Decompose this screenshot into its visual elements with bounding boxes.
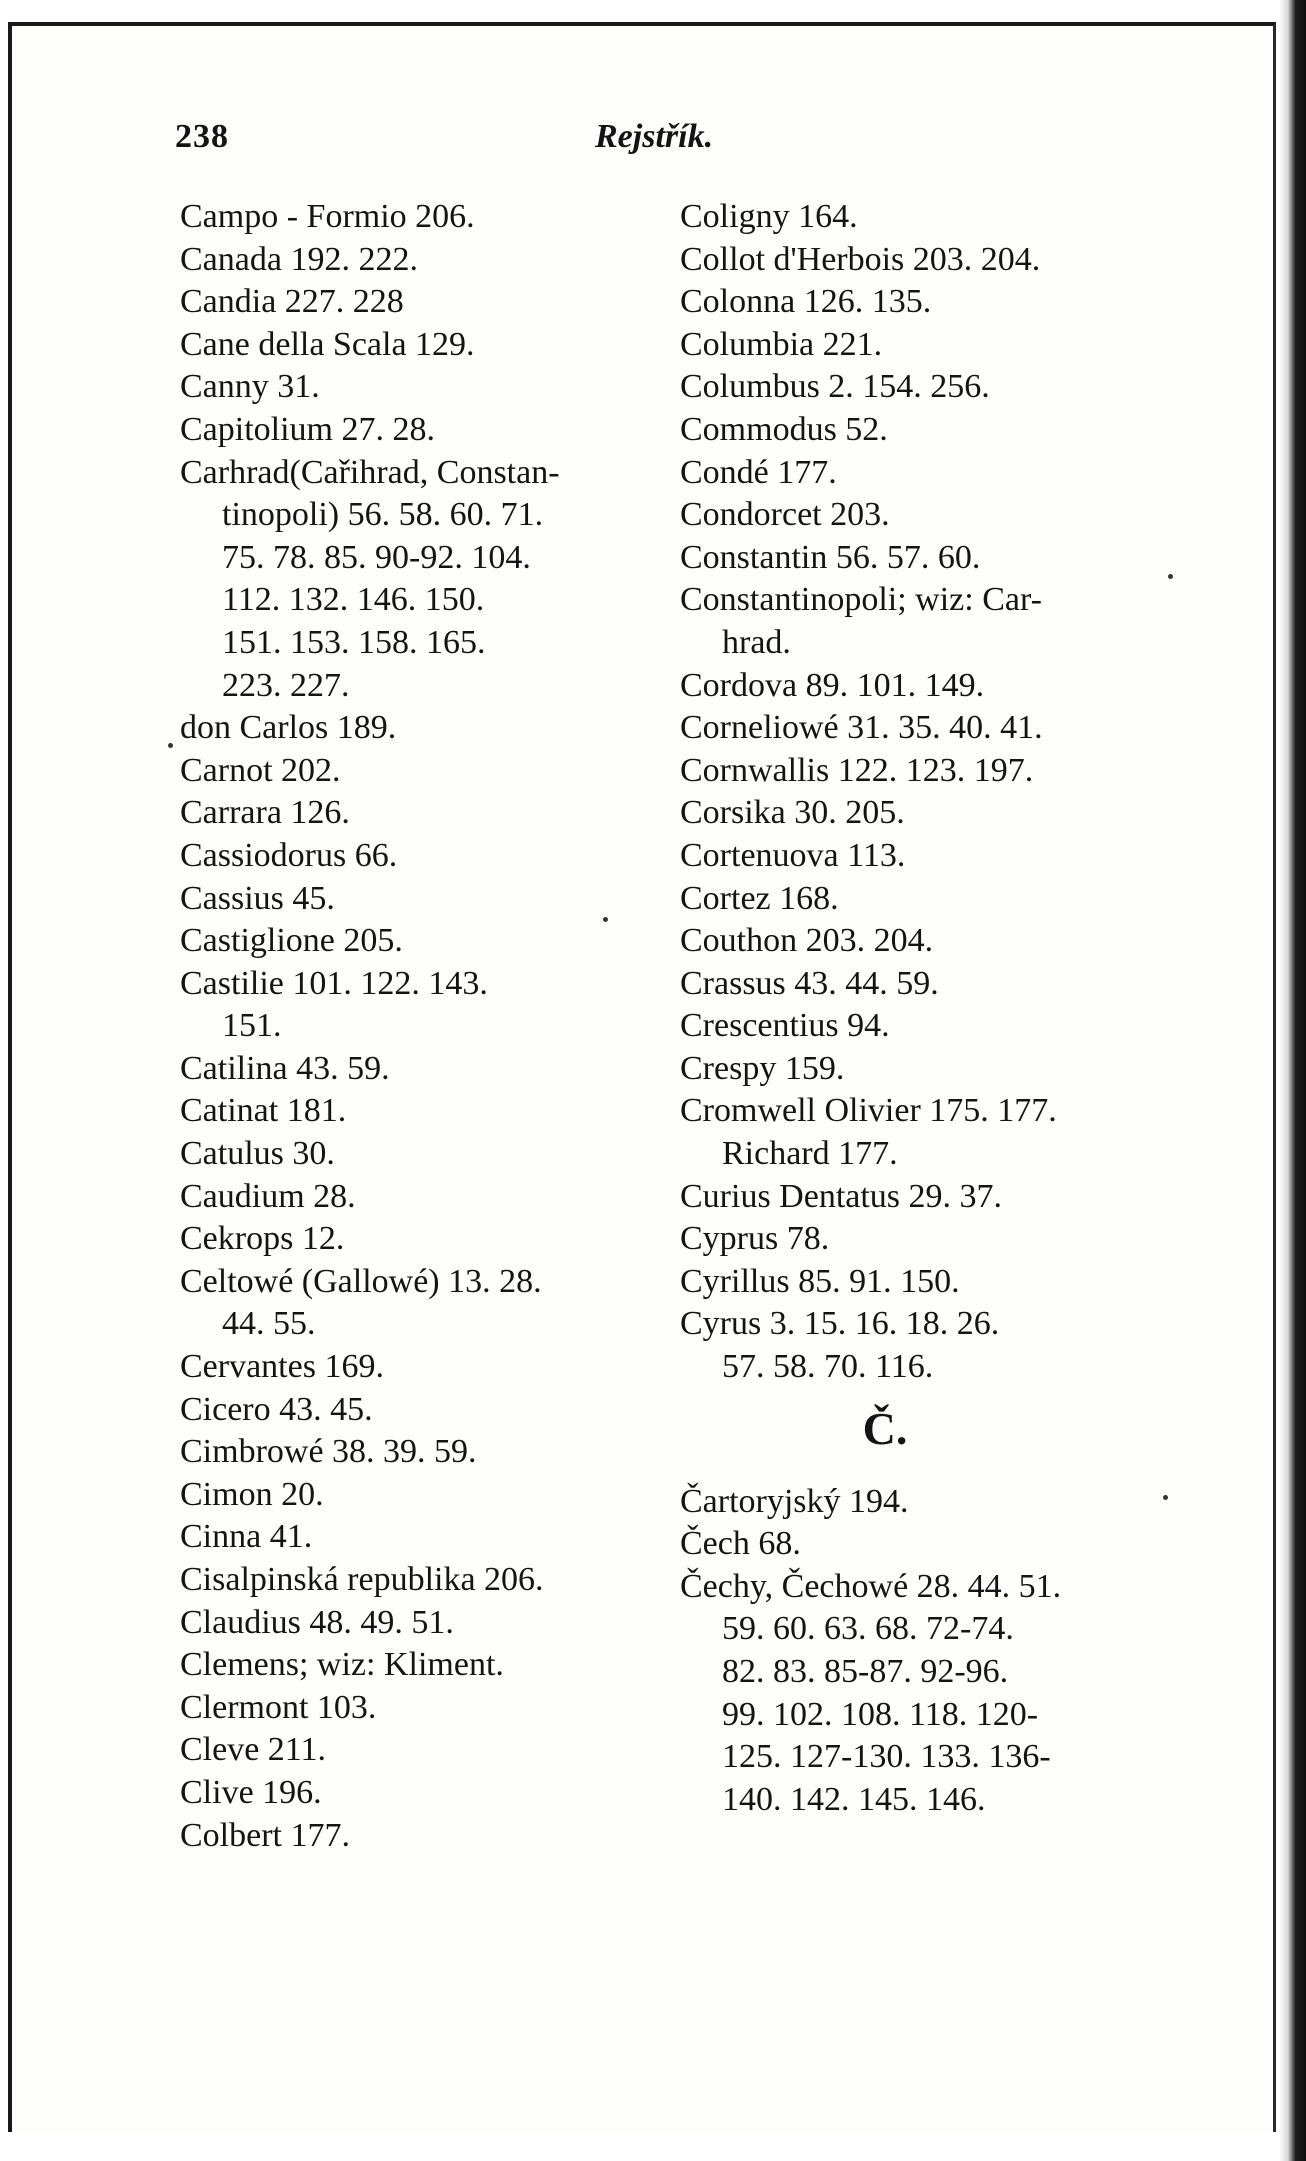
index-entry: Capitolium 27. 28. bbox=[180, 410, 435, 448]
index-entry: Claudius 48. 49. 51. bbox=[180, 1603, 454, 1641]
index-entry: Crespy 159. bbox=[680, 1049, 845, 1087]
index-entry: Cyprus 78. bbox=[680, 1220, 830, 1258]
index-entry: Cane della Scala 129. bbox=[180, 325, 475, 363]
index-entry: Condé 177. bbox=[680, 453, 837, 491]
index-entry: Collot d'Herbois 203. 204. bbox=[680, 240, 1041, 278]
page-header bbox=[175, 118, 735, 168]
index-entry: Castiglione 205. bbox=[180, 922, 403, 960]
index-entry: Canny 31. bbox=[180, 368, 320, 406]
index-entry: Carnot 202. bbox=[180, 751, 341, 789]
index-entry: Cordova 89. 101. 149. bbox=[680, 666, 985, 704]
index-entry-continuation: 151. 153. 158. 165. bbox=[222, 623, 486, 661]
index-entry: Cortez 168. bbox=[680, 879, 839, 917]
index-entry: Cimbrowé 38. 39. 59. bbox=[180, 1433, 477, 1471]
index-entry: Castilie 101. 122. 143. bbox=[180, 964, 488, 1002]
index-entry: Couthon 203. 204. bbox=[680, 922, 934, 960]
index-entry-continuation: 140. 142. 145. 146. bbox=[722, 1780, 986, 1818]
index-entry: Cisalpinská republika 206. bbox=[180, 1561, 544, 1598]
index-entry-continuation: 151. bbox=[222, 1007, 282, 1045]
index-entry: Čech 68. bbox=[680, 1525, 801, 1563]
index-entry-continuation: 82. 83. 85-87. 92-96. bbox=[722, 1653, 1009, 1690]
index-entry-continuation: hrad. bbox=[722, 623, 791, 661]
index-entry: Catulus 30. bbox=[180, 1135, 335, 1173]
index-entry: Cyrillus 85. 91. 150. bbox=[680, 1262, 960, 1300]
print-speck bbox=[1163, 1495, 1168, 1500]
index-entry-continuation: Richard 177. bbox=[722, 1135, 898, 1173]
index-entry: Columbia 221. bbox=[680, 325, 883, 363]
index-entry-continuation: 75. 78. 85. 90-92. 104. bbox=[222, 538, 531, 576]
index-entry: Cromwell Olivier 175. 177. bbox=[680, 1092, 1057, 1130]
index-entry-continuation: 223. 227. bbox=[222, 666, 350, 704]
index-entry-continuation: 57. 58. 70. 116. bbox=[722, 1348, 934, 1386]
index-entry: Cleve 211. bbox=[180, 1731, 327, 1769]
index-entry-continuation: 44. 55. bbox=[222, 1305, 316, 1343]
index-entry: Carrara 126. bbox=[180, 794, 350, 832]
index-entry: Cicero 43. 45. bbox=[180, 1390, 373, 1428]
page-edge bbox=[1280, 0, 1306, 2161]
index-entry: Čartoryjský 194. bbox=[680, 1482, 909, 1520]
index-column-right bbox=[680, 196, 1160, 1821]
index-entry: Cassiodorus 66. bbox=[180, 836, 398, 874]
index-entry: Colbert 177. bbox=[180, 1816, 350, 1854]
index-entry: Čechy, Čechowé 28. 44. 51. bbox=[680, 1567, 1062, 1605]
section-heading: Č. bbox=[862, 1402, 908, 1454]
index-entry: Cinna 41. bbox=[180, 1518, 313, 1556]
index-entry-continuation: 112. 132. 146. 150. bbox=[222, 581, 485, 619]
index-entry: Crassus 43. 44. 59. bbox=[680, 964, 939, 1002]
index-entry: Clemens; wiz: Kliment. bbox=[180, 1646, 504, 1684]
index-entry: Cassius 45. bbox=[180, 879, 335, 917]
index-entry: Corneliowé 31. 35. 40. 41. bbox=[680, 709, 1043, 747]
index-entry: Columbus 2. 154. 256. bbox=[680, 368, 990, 406]
index-entry: Cervantes 169. bbox=[180, 1348, 384, 1386]
running-title: Rejstřík. bbox=[595, 118, 714, 155]
index-entry: Clive 196. bbox=[180, 1773, 322, 1811]
index-entry: Catinat 181. bbox=[180, 1092, 347, 1130]
index-entry: Constantinopoli; wiz: Car- bbox=[680, 581, 1042, 619]
print-speck bbox=[1168, 574, 1173, 579]
index-entry: Cortenuova 113. bbox=[680, 836, 906, 874]
index-entry: Crescentius 94. bbox=[680, 1007, 890, 1045]
index-entry: Constantin 56. 57. 60. bbox=[680, 538, 981, 576]
index-entry: Condorcet 203. bbox=[680, 496, 890, 534]
index-entry: Carhrad(Cařihrad, Constan- bbox=[180, 453, 560, 491]
index-entry: Commodus 52. bbox=[680, 410, 888, 448]
index-entry: Colonna 126. 135. bbox=[680, 283, 932, 321]
index-entry: Coligny 164. bbox=[680, 198, 858, 235]
index-entry-continuation: 125. 127-130. 133. 136- bbox=[722, 1738, 1051, 1776]
index-column-left bbox=[180, 196, 660, 1857]
index-entry: Cimon 20. bbox=[180, 1475, 324, 1513]
print-speck bbox=[168, 743, 173, 748]
print-speck bbox=[603, 917, 608, 922]
index-entry: Corsika 30. 205. bbox=[680, 794, 905, 832]
page-number: 238 bbox=[175, 118, 229, 155]
index-entry: Clermont 103. bbox=[180, 1688, 377, 1726]
index-entry: Cyrus 3. 15. 16. 18. 26. bbox=[680, 1305, 1000, 1343]
index-entry-continuation: tinopoli) 56. 58. 60. 71. bbox=[222, 496, 544, 534]
index-entry: Celtowé (Gallowé) 13. 28. bbox=[180, 1262, 542, 1300]
index-entry: don Carlos 189. bbox=[180, 709, 397, 747]
index-entry-continuation: 99. 102. 108. 118. 120- bbox=[722, 1695, 1039, 1733]
index-entry: Caudium 28. bbox=[180, 1177, 356, 1215]
index-entry: Cornwallis 122. 123. 197. bbox=[680, 751, 1034, 789]
index-entry: Canada 192. 222. bbox=[180, 240, 418, 278]
index-entry: Cekrops 12. bbox=[180, 1220, 345, 1258]
index-entry: Catilina 43. 59. bbox=[180, 1049, 390, 1087]
index-entry: Campo - Formio 206. bbox=[180, 198, 475, 235]
section-gap bbox=[680, 1461, 1160, 1481]
index-entry: Candia 227. 228 bbox=[180, 283, 404, 321]
index-entry-continuation: 59. 60. 63. 68. 72-74. bbox=[722, 1610, 1014, 1648]
index-entry: Curius Dentatus 29. 37. bbox=[680, 1177, 1003, 1215]
